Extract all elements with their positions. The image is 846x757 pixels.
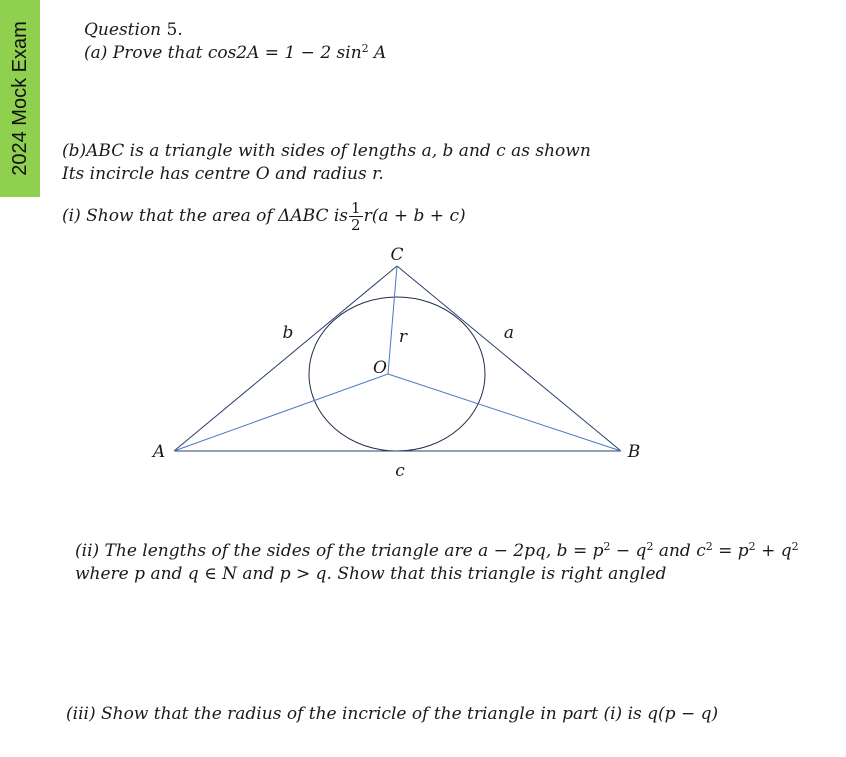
exam-tab-label: 2024 Mock Exam bbox=[8, 21, 31, 176]
part-ii-sup4: 2 bbox=[748, 540, 756, 553]
part-ii-seg2: − q bbox=[610, 541, 647, 561]
fraction-numerator: 1 bbox=[351, 199, 361, 217]
part-ii-seg5: + q bbox=[755, 541, 792, 561]
part-ii-seg4: = p bbox=[712, 541, 749, 561]
side-label-b: b bbox=[282, 323, 294, 343]
side-label-a: a bbox=[503, 323, 515, 343]
line-o-to-b bbox=[388, 374, 621, 451]
part-i-suffix: r(a + b + c) bbox=[363, 206, 466, 226]
side-label-c: c bbox=[395, 461, 405, 481]
fraction-denominator: 2 bbox=[351, 216, 361, 234]
part-ii-line1 bbox=[75, 540, 799, 562]
part-a-suffix: A bbox=[368, 43, 387, 63]
question-number: 5. bbox=[166, 20, 183, 40]
part-a-prefix: (a) Prove that cos2A = 1 − 2 sin bbox=[84, 43, 362, 63]
radius-label-r: r bbox=[398, 327, 408, 347]
line-o-to-a bbox=[174, 374, 388, 451]
question-word: Question bbox=[84, 20, 162, 40]
part-iii-text: (iii) Show that the radius of the incricle of the triangle in part (i) is q(p − q) bbox=[66, 704, 719, 724]
vertex-label-c: C bbox=[390, 245, 404, 265]
part-i-prefix: (i) Show that the area of ΔABC is bbox=[62, 206, 349, 226]
part-a-sup: 2 bbox=[361, 42, 369, 55]
part-b-line2: Its incircle has centre O and radius r. bbox=[62, 164, 384, 184]
part-ii-seg3: and c bbox=[653, 541, 706, 561]
side-b-line bbox=[174, 266, 397, 451]
centre-label-o: O bbox=[373, 358, 387, 378]
part-ii-sup2: 2 bbox=[646, 540, 654, 553]
vertex-label-a: A bbox=[152, 442, 166, 462]
part-ii-line2: where p and q ∈ N and p > q. Show that this triangle is right angled bbox=[75, 564, 667, 584]
incircle bbox=[309, 297, 485, 451]
radius-line-o-to-c bbox=[388, 266, 397, 374]
vertex-label-b: B bbox=[627, 442, 641, 462]
side-a-line bbox=[397, 266, 621, 451]
part-ii-sup1: 2 bbox=[603, 540, 611, 553]
part-b-line1: (b)ABC is a triangle with sides of lengths a, b and c as shown bbox=[62, 141, 591, 161]
part-ii-seg1: (ii) The lengths of the sides of the triangle are a − 2pq, b = p bbox=[75, 541, 604, 561]
part-ii-sup5: 2 bbox=[791, 540, 799, 553]
part-ii-sup3: 2 bbox=[705, 540, 713, 553]
